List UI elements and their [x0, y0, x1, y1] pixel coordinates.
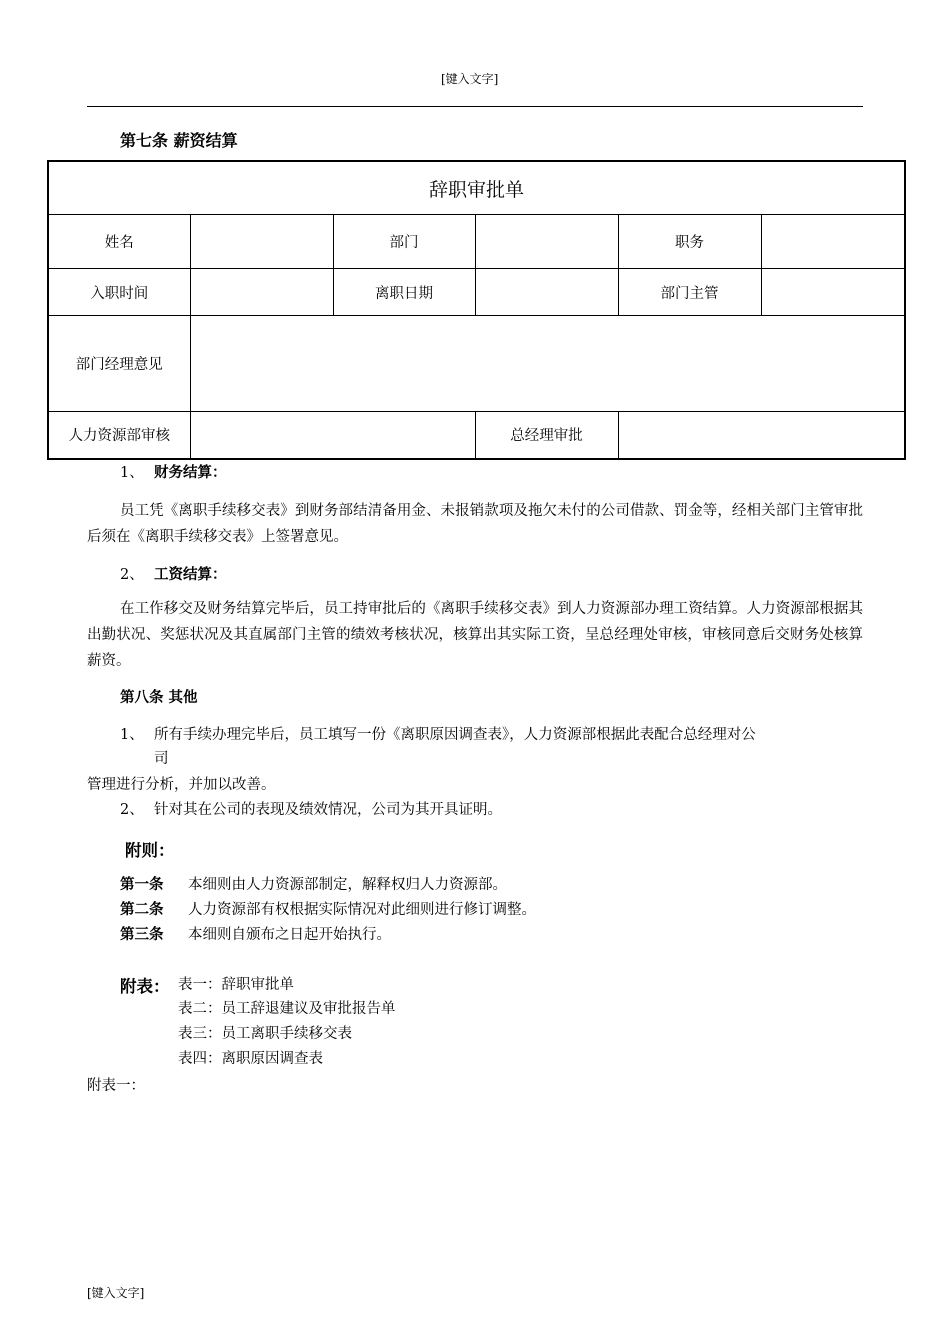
attached-item-1: 表一：辞职审批单 [178, 977, 294, 993]
rule-2-label: 第二条 [120, 902, 164, 918]
attached-item-2: 表二：员工辞退建议及审批报告单 [178, 1001, 396, 1017]
s8-item1-line1: 所有手续办理完毕后，员工填写一份《离职原因调查表》，人力资源部根据此表配合总经理对公 [154, 727, 756, 743]
field-hire-date[interactable] [190, 269, 333, 316]
section-8-title: 第八条 其他 [120, 690, 198, 706]
rule-2-text: 人力资源部有权根据实际情况对此细则进行修订调整。 [188, 902, 536, 918]
item1-number: 1、 [120, 465, 144, 481]
resignation-approval-form [47, 160, 906, 460]
item2-title: 工资结算： [154, 567, 227, 583]
field-name[interactable] [190, 215, 333, 269]
field-dept-supervisor[interactable] [761, 269, 905, 316]
item1-text: 员工凭《离职手续移交表》到财务部结清备用金、未报销款项及拖欠未付的公司借款、罚金等，经相关部门主管审批后须在《离职手续移交表》上签署意见。 [87, 503, 863, 545]
attached-item-4: 表四：离职原因调查表 [178, 1051, 323, 1067]
rule-3-text: 本细则自颁布之日起开始执行。 [188, 927, 391, 943]
label-leave-date: 离职日期 [333, 269, 475, 316]
page-footer: [键入文字] [87, 1286, 145, 1300]
label-dept-supervisor: 部门主管 [618, 269, 761, 316]
s8-item1-line2: 司 [154, 751, 169, 767]
section-7-title: 第七条 薪资结算 [120, 131, 238, 150]
field-hr-review[interactable] [190, 412, 475, 459]
field-leave-date[interactable] [475, 269, 618, 316]
field-gm-approval[interactable] [618, 412, 905, 459]
rule-3-label: 第三条 [120, 927, 164, 943]
field-department[interactable] [475, 215, 618, 269]
label-hr-review: 人力资源部审核 [48, 412, 190, 459]
label-gm-approval: 总经理审批 [475, 412, 618, 459]
label-position: 职务 [618, 215, 761, 269]
s8-item2-number: 2、 [120, 802, 144, 818]
s8-item1-number: 1、 [120, 727, 144, 743]
s8-item1-line3: 管理进行分析，并加以改善。 [87, 777, 276, 793]
rule-1-text: 本细则由人力资源部制定，解释权归人力资源部。 [188, 877, 507, 893]
item2-text: 在工作移交及财务结算完毕后，员工持审批后的《离职手续移交表》到人力资源部办理工资结算。人力资源部根据其出勤状况、奖惩状况及其直属部门主管的绩效考核状况，核算出其实际工资，呈总经理处审核，审核同意后交财务处核算薪资。 [87, 601, 863, 669]
field-position[interactable] [761, 215, 905, 269]
attached-title: 附表： [120, 977, 170, 996]
field-manager-opinion[interactable] [190, 316, 905, 412]
attached-item-3: 表三：员工离职手续移交表 [178, 1026, 352, 1042]
label-name: 姓名 [48, 215, 190, 269]
item2-number: 2、 [120, 567, 144, 583]
label-department: 部门 [333, 215, 475, 269]
rule-1-label: 第一条 [120, 877, 164, 893]
page-header: [键入文字] [441, 72, 499, 86]
appendix-rules-title: 附则： [125, 841, 175, 860]
s8-item2-text: 针对其在公司的表现及绩效情况，公司为其开具证明。 [154, 802, 502, 818]
attached-one-heading: 附表一： [87, 1078, 145, 1094]
form-title: 辞职审批单 [48, 161, 905, 215]
label-hire-date: 入职时间 [48, 269, 190, 316]
item1-title: 财务结算： [154, 465, 227, 481]
header-rule [87, 106, 863, 107]
label-manager-opinion: 部门经理意见 [48, 316, 190, 412]
